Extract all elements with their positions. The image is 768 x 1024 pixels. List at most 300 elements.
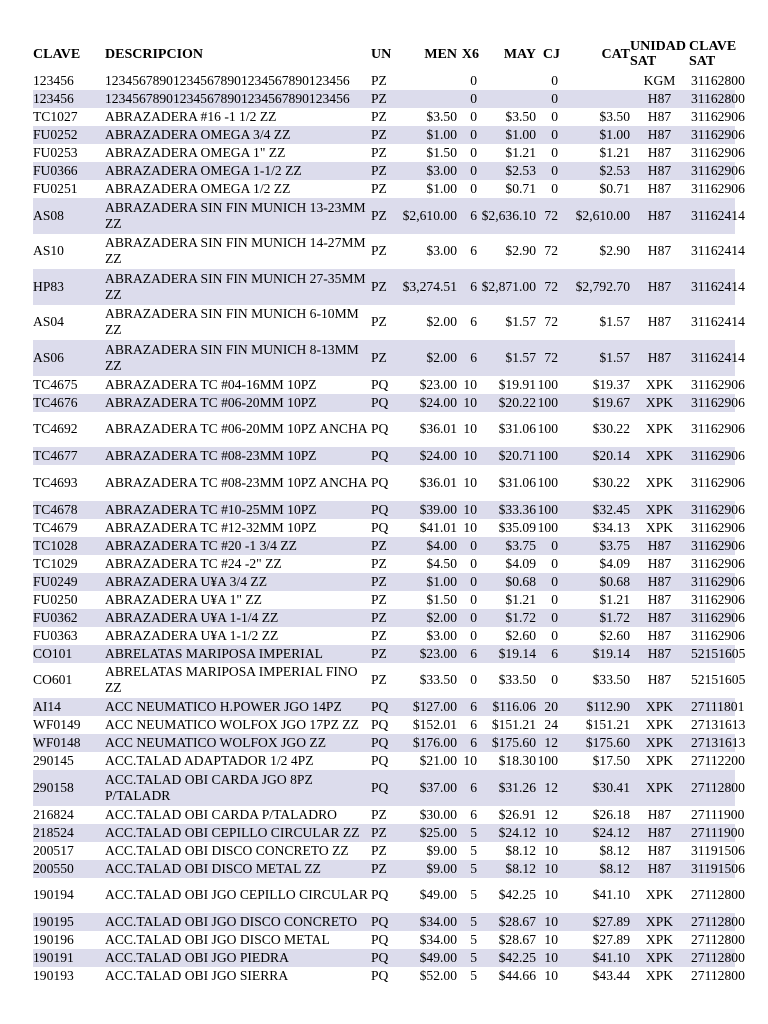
cell-x6: 0 bbox=[470, 672, 477, 688]
cell-may: $1.57 bbox=[505, 349, 536, 365]
cell-cat: $20.14 bbox=[592, 448, 630, 463]
cell-clave: 218524 bbox=[33, 824, 74, 840]
table-row bbox=[33, 412, 735, 448]
cell-x6: 6 bbox=[470, 735, 477, 750]
cell-clave: TC1028 bbox=[33, 537, 78, 553]
cell-cat: $41.10 bbox=[592, 950, 630, 965]
cell-clave-sat: 31162906 bbox=[691, 421, 745, 437]
cell-x6: 0 bbox=[470, 145, 477, 160]
cell-clave-sat: 31162906 bbox=[691, 127, 745, 142]
cell-un: PQ bbox=[371, 914, 389, 929]
cell-unidad-sat: H87 bbox=[647, 145, 672, 160]
cell-descripcion: ABRAZADERA OMEGA 3/4 ZZ bbox=[105, 127, 291, 142]
cell-cat: $112.90 bbox=[586, 699, 630, 714]
cell-clave: TC4692 bbox=[33, 421, 78, 437]
cell-descripcion: ABRAZADERA TC #06-20MM 10PZ ANCHA bbox=[105, 421, 368, 437]
cell-clave-sat: 27131613 bbox=[691, 717, 746, 732]
cell-x6: 10 bbox=[463, 421, 477, 437]
cell-cj: 12 bbox=[544, 779, 558, 795]
cell-cat: $175.60 bbox=[585, 735, 630, 750]
table-row bbox=[33, 752, 735, 770]
cell-unidad-sat: H87 bbox=[647, 842, 672, 858]
cell-cj: 24 bbox=[544, 717, 558, 732]
table-row bbox=[33, 627, 735, 645]
cell-clave-sat: 31162906 bbox=[691, 448, 745, 463]
table-row bbox=[33, 806, 735, 824]
cell-x6: 0 bbox=[470, 537, 477, 553]
table-row bbox=[33, 376, 735, 394]
cell-un: PQ bbox=[371, 421, 389, 437]
cell-men: $2.00 bbox=[426, 314, 457, 330]
cell-may bbox=[479, 90, 536, 108]
table-row bbox=[33, 394, 735, 412]
cell-clave-sat: 27111900 bbox=[691, 824, 745, 840]
cell-men: $34.00 bbox=[419, 914, 457, 929]
cell-clave: AS06 bbox=[33, 349, 64, 365]
cell-clave: TC4678 bbox=[33, 501, 78, 517]
cell-may: $3.50 bbox=[505, 109, 536, 124]
cell-descripcion: ABRELATAS MARIPOSA IMPERIAL FINO ZZ bbox=[105, 664, 358, 696]
cell-clave: FU0251 bbox=[33, 181, 78, 196]
cell-may: $19.14 bbox=[498, 645, 536, 661]
table-row bbox=[33, 144, 735, 162]
cell-cj: 0 bbox=[551, 109, 558, 124]
cell-clave-sat: 31162906 bbox=[691, 591, 745, 607]
header-clave: CLAVE bbox=[33, 46, 81, 62]
cell-descripcion: ABRAZADERA TC #08-23MM 10PZ ANCHA bbox=[105, 474, 368, 490]
cell-cat: $2.90 bbox=[599, 243, 630, 259]
cell-x6: 0 bbox=[470, 91, 477, 106]
cell-cj: 72 bbox=[544, 278, 558, 294]
cell-un: PQ bbox=[371, 735, 389, 750]
cell-cj: 0 bbox=[551, 181, 558, 196]
cell-x6: 10 bbox=[463, 753, 477, 768]
cell-clave: 200550 bbox=[33, 860, 74, 876]
table-row bbox=[33, 967, 735, 985]
cell-x6: 10 bbox=[463, 501, 477, 517]
cell-clave-sat: 31191506 bbox=[691, 842, 745, 858]
cell-cj: 100 bbox=[537, 519, 558, 535]
cell-clave: 190193 bbox=[33, 968, 74, 983]
cell-x6: 5 bbox=[470, 887, 477, 903]
cell-descripcion: ABRAZADERA SIN FIN MUNICH 6-10MM ZZ bbox=[105, 306, 359, 338]
cell-un: PQ bbox=[371, 474, 389, 490]
cell-men: $3.00 bbox=[426, 163, 457, 178]
cell-cj: 10 bbox=[544, 887, 558, 903]
cell-un: PQ bbox=[371, 950, 389, 965]
cell-unidad-sat: XPK bbox=[645, 887, 674, 903]
cell-cj: 0 bbox=[551, 91, 558, 106]
cell-may: $1.21 bbox=[505, 145, 536, 160]
cell-may: $44.66 bbox=[498, 968, 536, 983]
cell-clave: AS08 bbox=[33, 207, 64, 223]
cell-men: $176.00 bbox=[412, 735, 457, 750]
cell-men: $49.00 bbox=[419, 950, 457, 965]
cell-x6: 10 bbox=[463, 394, 477, 410]
cell-men: $1.00 bbox=[426, 181, 457, 196]
cell-clave-sat: 31162906 bbox=[691, 394, 745, 410]
cell-unidad-sat: XPK bbox=[645, 394, 674, 410]
cell-unidad-sat: H87 bbox=[647, 181, 672, 196]
table-row bbox=[33, 305, 735, 341]
cell-descripcion: ABRAZADERA U¥A 1" ZZ bbox=[105, 591, 262, 607]
cell-un: PZ bbox=[371, 645, 387, 661]
cell-may: $1.72 bbox=[505, 609, 536, 625]
cell-x6: 5 bbox=[470, 950, 477, 965]
cell-cj: 10 bbox=[544, 860, 558, 876]
cell-men: $30.00 bbox=[419, 806, 457, 822]
cell-may: $8.12 bbox=[505, 860, 536, 876]
cell-cj: 100 bbox=[537, 376, 558, 392]
cell-descripcion: ACC.TALAD OBI DISCO METAL ZZ bbox=[105, 860, 321, 876]
cell-unidad-sat: XPK bbox=[645, 519, 674, 535]
cell-cj: 0 bbox=[551, 555, 558, 571]
header-un: UN bbox=[371, 46, 392, 62]
cell-clave-sat: 52151605 bbox=[691, 645, 746, 661]
cell-clave: TC4679 bbox=[33, 519, 78, 535]
cell-clave: CO101 bbox=[33, 645, 73, 661]
cell-x6: 5 bbox=[470, 968, 477, 983]
table-row bbox=[33, 447, 735, 465]
cell-unidad-sat: XPK bbox=[645, 735, 674, 750]
cell-cat: $1.21 bbox=[599, 145, 630, 160]
cell-clave: FU0249 bbox=[33, 573, 78, 589]
cell-cj: 100 bbox=[537, 753, 558, 768]
cell-cat: $4.09 bbox=[599, 555, 630, 571]
cell-may: $35.09 bbox=[498, 519, 536, 535]
cell-descripcion: ACC.TALAD OBI JGO DISCO METAL bbox=[105, 932, 330, 947]
cell-may: $33.50 bbox=[498, 672, 536, 688]
cell-clave: 190195 bbox=[33, 914, 74, 929]
table-row bbox=[33, 913, 735, 931]
cell-men: $36.01 bbox=[419, 474, 457, 490]
cell-descripcion: ABRAZADERA #16 -1 1/2 ZZ bbox=[105, 109, 277, 124]
cell-x6: 6 bbox=[470, 278, 477, 294]
cell-clave: HP83 bbox=[33, 278, 64, 294]
cell-clave-sat: 31162906 bbox=[691, 376, 745, 392]
cell-un: PZ bbox=[371, 824, 387, 840]
cell-clave-sat: 31162906 bbox=[691, 474, 745, 490]
table-row bbox=[33, 519, 735, 537]
cell-x6: 6 bbox=[470, 699, 477, 714]
cell-clave: TC4693 bbox=[33, 474, 78, 490]
cell-descripcion: ABRAZADERA SIN FIN MUNICH 14-27MM ZZ bbox=[105, 235, 366, 267]
cell-cat: $24.12 bbox=[592, 824, 630, 840]
cell-unidad-sat: H87 bbox=[647, 537, 672, 553]
cell-clave-sat: 27112800 bbox=[691, 968, 745, 983]
cell-men: $4.50 bbox=[426, 555, 457, 571]
cell-x6: 10 bbox=[463, 448, 477, 463]
cell-men: $41.01 bbox=[419, 519, 457, 535]
cell-un: PZ bbox=[371, 860, 387, 876]
cell-x6: 0 bbox=[470, 627, 477, 643]
cell-un: PZ bbox=[371, 109, 387, 124]
cell-clave-sat: 31162414 bbox=[691, 349, 745, 365]
cell-unidad-sat: XPK bbox=[645, 753, 674, 768]
cell-descripcion: ACC.TALAD ADAPTADOR 1/2 4PZ bbox=[105, 753, 314, 768]
cell-clave: WF0149 bbox=[33, 717, 81, 732]
cell-clave-sat: 31162906 bbox=[691, 145, 745, 160]
cell-cj: 0 bbox=[551, 163, 558, 178]
cell-may: $2.60 bbox=[505, 627, 536, 643]
cell-cat: $19.37 bbox=[592, 376, 630, 392]
cell-un: PZ bbox=[371, 278, 387, 294]
cell-unidad-sat: XPK bbox=[645, 914, 674, 929]
table-row bbox=[33, 465, 735, 501]
cell-descripcion: ABRAZADERA SIN FIN MUNICH 8-13MM ZZ bbox=[105, 341, 359, 373]
cell-unidad-sat: H87 bbox=[647, 672, 672, 688]
cell-un: PQ bbox=[371, 887, 389, 903]
cell-men: $49.00 bbox=[419, 887, 457, 903]
cell-un: PQ bbox=[371, 501, 389, 517]
cell-un: PQ bbox=[371, 699, 389, 714]
cell-clave-sat: 27112800 bbox=[691, 950, 745, 965]
cell-un: PZ bbox=[371, 573, 387, 589]
cell-cj: 0 bbox=[551, 591, 558, 607]
cell-cj: 100 bbox=[537, 501, 558, 517]
cell-clave-sat: 31162906 bbox=[691, 609, 745, 625]
cell-clave-sat: 31162906 bbox=[691, 627, 745, 643]
cell-unidad-sat: H87 bbox=[647, 591, 672, 607]
cell-cj: 10 bbox=[544, 914, 558, 929]
cell-cat: $43.44 bbox=[592, 968, 630, 983]
table-row bbox=[33, 234, 735, 270]
cell-clave: 216824 bbox=[33, 806, 74, 822]
cell-cat: $2.53 bbox=[599, 163, 630, 178]
cell-may: $2,871.00 bbox=[481, 278, 536, 294]
cell-descripcion: ABRAZADERA TC #12-32MM 10PZ bbox=[105, 519, 317, 535]
cell-cj: 12 bbox=[544, 735, 558, 750]
cell-descripcion: ABRELATAS MARIPOSA IMPERIAL bbox=[105, 645, 323, 661]
cell-cj: 10 bbox=[544, 842, 558, 858]
cell-x6: 0 bbox=[470, 163, 477, 178]
cell-un: PQ bbox=[371, 448, 389, 463]
cell-un: PQ bbox=[371, 519, 389, 535]
cell-x6: 5 bbox=[470, 914, 477, 929]
cell-clave-sat: 27112800 bbox=[691, 932, 745, 947]
cell-cat: $27.89 bbox=[592, 932, 630, 947]
cell-descripcion: ACC.TALAD OBI CARDA JGO 8PZ P/TALADR bbox=[105, 771, 313, 803]
cell-clave-sat: 27112200 bbox=[691, 753, 745, 768]
cell-cat: $27.89 bbox=[592, 914, 630, 929]
cell-x6: 5 bbox=[470, 860, 477, 876]
cell-unidad-sat: H87 bbox=[647, 243, 672, 259]
cell-cat: $19.14 bbox=[592, 645, 630, 661]
table-row bbox=[33, 537, 735, 555]
cell-may: $28.67 bbox=[498, 914, 536, 929]
cell-cat: $33.50 bbox=[592, 672, 630, 688]
cell-may: $31.26 bbox=[498, 779, 536, 795]
cell-cj: 10 bbox=[544, 968, 558, 983]
cell-cat: $30.22 bbox=[592, 474, 630, 490]
cell-clave-sat: 31162800 bbox=[691, 73, 745, 88]
cell-x6: 0 bbox=[470, 591, 477, 607]
cell-clave: 190196 bbox=[33, 932, 74, 947]
cell-men: $21.00 bbox=[419, 753, 457, 768]
cell-descripcion: ABRAZADERA SIN FIN MUNICH 27-35MM ZZ bbox=[105, 270, 366, 302]
price-list-table bbox=[33, 36, 746, 985]
cell-clave: FU0366 bbox=[33, 163, 78, 178]
cell-x6: 0 bbox=[470, 109, 477, 124]
cell-cat: $17.50 bbox=[592, 753, 630, 768]
cell-un: PZ bbox=[371, 672, 387, 688]
cell-may: $31.06 bbox=[498, 421, 536, 437]
cell-x6: 10 bbox=[463, 376, 477, 392]
cell-descripcion: ABRAZADERA SIN FIN MUNICH 13-23MM ZZ bbox=[105, 199, 366, 231]
table-row bbox=[33, 108, 735, 126]
cell-clave: FU0253 bbox=[33, 145, 78, 160]
cell-x6: 6 bbox=[470, 207, 477, 223]
cell-may: $4.09 bbox=[505, 555, 536, 571]
cell-unidad-sat: H87 bbox=[647, 806, 672, 822]
cell-may: $2.90 bbox=[505, 243, 536, 259]
cell-unidad-sat: H87 bbox=[647, 645, 672, 661]
cell-men: $9.00 bbox=[426, 842, 457, 858]
cell-x6: 6 bbox=[470, 645, 477, 661]
cell-un: PZ bbox=[371, 181, 387, 196]
cell-men: $127.00 bbox=[412, 699, 457, 714]
cell-men: $1.00 bbox=[426, 573, 457, 589]
cell-x6: 5 bbox=[470, 824, 477, 840]
cell-men: $25.00 bbox=[419, 824, 457, 840]
cell-unidad-sat: H87 bbox=[647, 349, 672, 365]
header-x6: X6 bbox=[461, 46, 479, 62]
cell-descripcion: ABRAZADERA TC #20 -1 3/4 ZZ bbox=[105, 537, 297, 553]
cell-unidad-sat: XPK bbox=[645, 474, 674, 490]
cell-clave: TC1029 bbox=[33, 555, 78, 571]
cell-clave: AI14 bbox=[33, 699, 61, 714]
cell-x6: 5 bbox=[470, 842, 477, 858]
cell-un: PZ bbox=[371, 806, 387, 822]
cell-cat: $2,792.70 bbox=[575, 278, 630, 294]
cell-un: PQ bbox=[371, 932, 389, 947]
cell-clave-sat: 31162800 bbox=[691, 91, 745, 106]
cell-clave-sat: 31162906 bbox=[691, 537, 745, 553]
header-men: MEN bbox=[424, 46, 457, 62]
cell-x6: 6 bbox=[470, 243, 477, 259]
cell-cj: 72 bbox=[544, 207, 558, 223]
cell-may: $19.91 bbox=[498, 376, 536, 392]
cell-unidad-sat: XPK bbox=[645, 699, 674, 714]
cell-cj: 0 bbox=[551, 537, 558, 553]
cell-un: PZ bbox=[371, 127, 387, 142]
cell-men: $3.00 bbox=[426, 627, 457, 643]
cell-cj: 0 bbox=[551, 573, 558, 589]
cell-cj: 10 bbox=[544, 824, 558, 840]
table-row bbox=[33, 555, 735, 573]
table-row bbox=[33, 931, 735, 949]
cell-cj: 0 bbox=[551, 145, 558, 160]
cell-descripcion: ABRAZADERA U¥A 1-1/4 ZZ bbox=[105, 609, 279, 625]
cell-men: $52.00 bbox=[419, 968, 457, 983]
cell-men: $36.01 bbox=[419, 421, 457, 437]
cell-cat: $3.75 bbox=[599, 537, 630, 553]
cell-unidad-sat: H87 bbox=[647, 627, 672, 643]
cell-unidad-sat: H87 bbox=[647, 163, 672, 178]
cell-descripcion: ABRAZADERA TC #06-20MM 10PZ bbox=[105, 394, 317, 410]
cell-clave-sat: 31162906 bbox=[691, 181, 745, 196]
cell-cat: $34.13 bbox=[592, 519, 630, 535]
table-row bbox=[33, 340, 735, 376]
cell-descripcion: ABRAZADERA TC #08-23MM 10PZ bbox=[105, 448, 317, 463]
cell-clave-sat: 31162906 bbox=[691, 163, 745, 178]
cell-unidad-sat: H87 bbox=[647, 314, 672, 330]
cell-clave-sat: 31162906 bbox=[691, 555, 745, 571]
cell-clave: AS04 bbox=[33, 314, 64, 330]
cell-un: PZ bbox=[371, 145, 387, 160]
cell-men: $39.00 bbox=[419, 501, 457, 517]
cell-clave-sat: 27112800 bbox=[691, 887, 745, 903]
cell-men: $3.50 bbox=[426, 109, 457, 124]
cell-un: PZ bbox=[371, 349, 387, 365]
cell-clave: CO601 bbox=[33, 672, 73, 688]
cell-may: $18.30 bbox=[498, 753, 536, 768]
cell-un: PZ bbox=[371, 207, 387, 223]
cell-cj: 12 bbox=[544, 806, 558, 822]
cell-descripcion: ACC NEUMATICO WOLFOX JGO ZZ bbox=[105, 735, 327, 750]
cell-x6: 0 bbox=[470, 573, 477, 589]
cell-clave: TC4677 bbox=[33, 448, 78, 463]
cell-descripcion: ABRAZADERA U¥A 3/4 ZZ bbox=[105, 573, 267, 589]
cell-clave: 200517 bbox=[33, 842, 74, 858]
table-row bbox=[33, 842, 735, 860]
cell-cat: $0.68 bbox=[599, 573, 630, 589]
cell-clave: 290158 bbox=[33, 779, 74, 795]
cell-x6: 10 bbox=[463, 519, 477, 535]
cell-may: $20.71 bbox=[498, 448, 536, 463]
cell-cat: $19.67 bbox=[592, 394, 630, 410]
cell-may: $28.67 bbox=[498, 932, 536, 947]
table-row bbox=[33, 824, 735, 842]
cell-descripcion: ABRAZADERA TC #10-25MM 10PZ bbox=[105, 501, 317, 517]
cell-unidad-sat: XPK bbox=[645, 448, 674, 463]
table-row bbox=[33, 716, 735, 734]
cell-may: $20.22 bbox=[498, 394, 536, 410]
table-row bbox=[33, 162, 735, 180]
cell-cat: $1.21 bbox=[599, 591, 630, 607]
table-row bbox=[33, 770, 735, 806]
cell-clave: FU0363 bbox=[33, 627, 78, 643]
cell-un: PQ bbox=[371, 376, 389, 392]
cell-may: $26.91 bbox=[498, 806, 536, 822]
cell-may: $0.71 bbox=[505, 181, 536, 196]
cell-un: PQ bbox=[371, 394, 389, 410]
cell-clave-sat: 27111801 bbox=[691, 699, 745, 714]
cell-men: $3.00 bbox=[426, 243, 457, 259]
cell-cj: 0 bbox=[551, 672, 558, 688]
cell-unidad-sat: XPK bbox=[645, 376, 674, 392]
cell-may: $2,636.10 bbox=[481, 207, 536, 223]
cell-unidad-sat: H87 bbox=[647, 109, 672, 124]
cell-cj: 0 bbox=[551, 627, 558, 643]
cell-descripcion: ABRAZADERA OMEGA 1" ZZ bbox=[105, 145, 286, 160]
header-descripcion: DESCRIPCION bbox=[105, 46, 204, 62]
cell-cj: 20 bbox=[544, 699, 558, 714]
table-row bbox=[33, 72, 735, 90]
cell-cat: $1.57 bbox=[599, 314, 630, 330]
cell-cat: $26.18 bbox=[592, 806, 630, 822]
table-row bbox=[33, 126, 735, 144]
cell-un: PZ bbox=[371, 842, 387, 858]
cell-may: $1.00 bbox=[505, 127, 536, 142]
cell-cj: 10 bbox=[544, 932, 558, 947]
cell-cj: 100 bbox=[537, 421, 558, 437]
cell-clave-sat: 27112800 bbox=[691, 779, 745, 795]
cell-descripcion: ACC.TALAD OBI DISCO CONCRETO ZZ bbox=[105, 842, 349, 858]
cell-men: $34.00 bbox=[419, 932, 457, 947]
cell-unidad-sat: XPK bbox=[645, 950, 674, 965]
cell-may bbox=[479, 72, 536, 90]
